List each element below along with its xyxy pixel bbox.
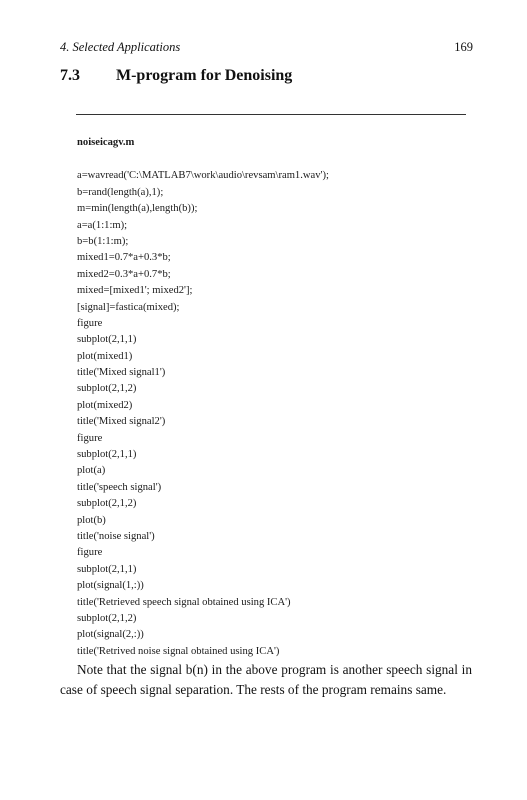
code-line: plot(a) xyxy=(77,465,106,477)
code-line: title('Retrieved speech signal obtained using ICA') xyxy=(77,596,291,608)
note-text: Note that the signal b(n) in the above program is another speech signal in case of speech signal separation. The rests of the program remains same. xyxy=(60,662,472,697)
code-line: b=rand(length(a),1); xyxy=(77,186,164,198)
code-line: title('speech signal') xyxy=(77,481,162,493)
code-filename: noiseicagv.m xyxy=(77,137,135,148)
code-line: title('Mixed signal2') xyxy=(77,416,166,428)
page-number: 169 xyxy=(454,40,473,54)
code-line: subplot(2,1,1) xyxy=(77,563,137,575)
code-line: figure xyxy=(77,547,103,559)
code-line: a=a(1:1:m); xyxy=(77,219,128,231)
code-line: figure xyxy=(77,317,103,329)
section-heading xyxy=(60,67,292,85)
code-line: plot(mixed1) xyxy=(77,350,133,362)
code-line: a=wavread('C:\MATLAB7\work\audio\revsam\ram1.wav'); xyxy=(77,170,329,182)
code-line: title('noise signal') xyxy=(77,530,155,542)
code-line: mixed=[mixed1'; mixed2']; xyxy=(77,285,193,297)
code-line: m=min(length(a),length(b)); xyxy=(77,203,198,215)
code-line: mixed2=0.3*a+0.7*b; xyxy=(77,268,171,280)
section-title: M-program for Denoising xyxy=(116,67,293,84)
code-line: b=b(1:1:m); xyxy=(77,235,129,247)
chapter-title: 4. Selected Applications xyxy=(60,40,181,54)
code-line: title('Retrived noise signal obtained using ICA') xyxy=(77,645,280,657)
code-line: plot(signal(1,:)) xyxy=(77,580,144,592)
code-line: plot(signal(2,:)) xyxy=(77,629,144,641)
code-line: plot(mixed2) xyxy=(77,399,133,411)
code-line: subplot(2,1,2) xyxy=(77,383,137,395)
horizontal-rule xyxy=(76,114,466,115)
code-line: subplot(2,1,1) xyxy=(77,449,137,461)
code-line: subplot(2,1,1) xyxy=(77,334,137,346)
section-number: 7.3 xyxy=(60,67,80,84)
code-line: figure xyxy=(77,432,103,444)
code-line: [signal]=fastica(mixed); xyxy=(77,301,180,313)
code-listing xyxy=(77,135,477,660)
code-line: plot(b) xyxy=(77,514,106,526)
note-paragraph xyxy=(60,660,472,700)
code-line: subplot(2,1,2) xyxy=(77,612,137,624)
code-line: subplot(2,1,2) xyxy=(77,498,137,510)
code-line: title('Mixed signal1') xyxy=(77,367,166,379)
running-head xyxy=(60,40,473,56)
code-line: mixed1=0.7*a+0.3*b; xyxy=(77,252,171,264)
code-lines xyxy=(77,168,477,660)
